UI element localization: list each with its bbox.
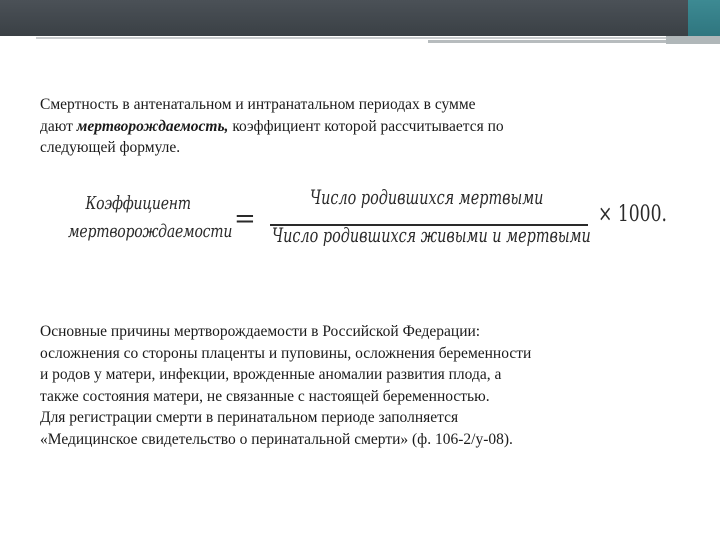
- intro-line-2-end: коэффициент которой рассчитывается по: [228, 117, 504, 135]
- formula-lhs-line-1: Коэффициент: [85, 193, 191, 214]
- key-term: мертворождаемость,: [76, 117, 229, 135]
- equals-sign: =: [234, 204, 256, 234]
- registration-line: Для регистрации смерти в перинатальном периоде заполняется: [40, 409, 459, 426]
- intro-line-1: Смертность в антенатальном и интранатальном периодах в сумме: [40, 96, 476, 113]
- title-bar: [0, 0, 720, 36]
- intro-line-2-start: дают: [40, 117, 77, 135]
- header-divider: [36, 37, 666, 39]
- formula-lhs-line-2: мертворождаемости: [68, 221, 233, 242]
- formula-denominator: Число родившихся живыми и мертвыми: [272, 223, 591, 247]
- formula-numerator: Число родившихся мертвыми: [310, 185, 544, 209]
- causes-line: Основные причины мертворождаемости в Российской Федерации:: [40, 323, 481, 340]
- header-divider-corner: [666, 36, 720, 44]
- causes-line: и родов у матери, инфекции, врожденные аномалии развития плода, а: [40, 366, 502, 383]
- formula-multiplier: × 1000.: [598, 202, 667, 227]
- causes-paragraph: [40, 321, 690, 450]
- stillbirth-rate-formula: [58, 180, 678, 280]
- intro-line-2: [40, 116, 680, 138]
- registration-line: «Медицинское свидетельство о перинатальной смерти» (ф. 106-2/у-08).: [40, 430, 513, 448]
- formula-fraction: [270, 182, 591, 250]
- intro-paragraph: [40, 94, 680, 159]
- causes-line: осложнения со стороны плаценты и пуповины, осложнения беременности: [40, 344, 532, 362]
- header-divider-accent: [428, 40, 666, 43]
- title-bar-accent: [688, 0, 720, 36]
- causes-line: также состояния матери, не связанные с настоящей беременностью.: [40, 387, 490, 405]
- formula-lhs: [68, 190, 233, 246]
- intro-line-3: следующей формуле.: [40, 139, 181, 156]
